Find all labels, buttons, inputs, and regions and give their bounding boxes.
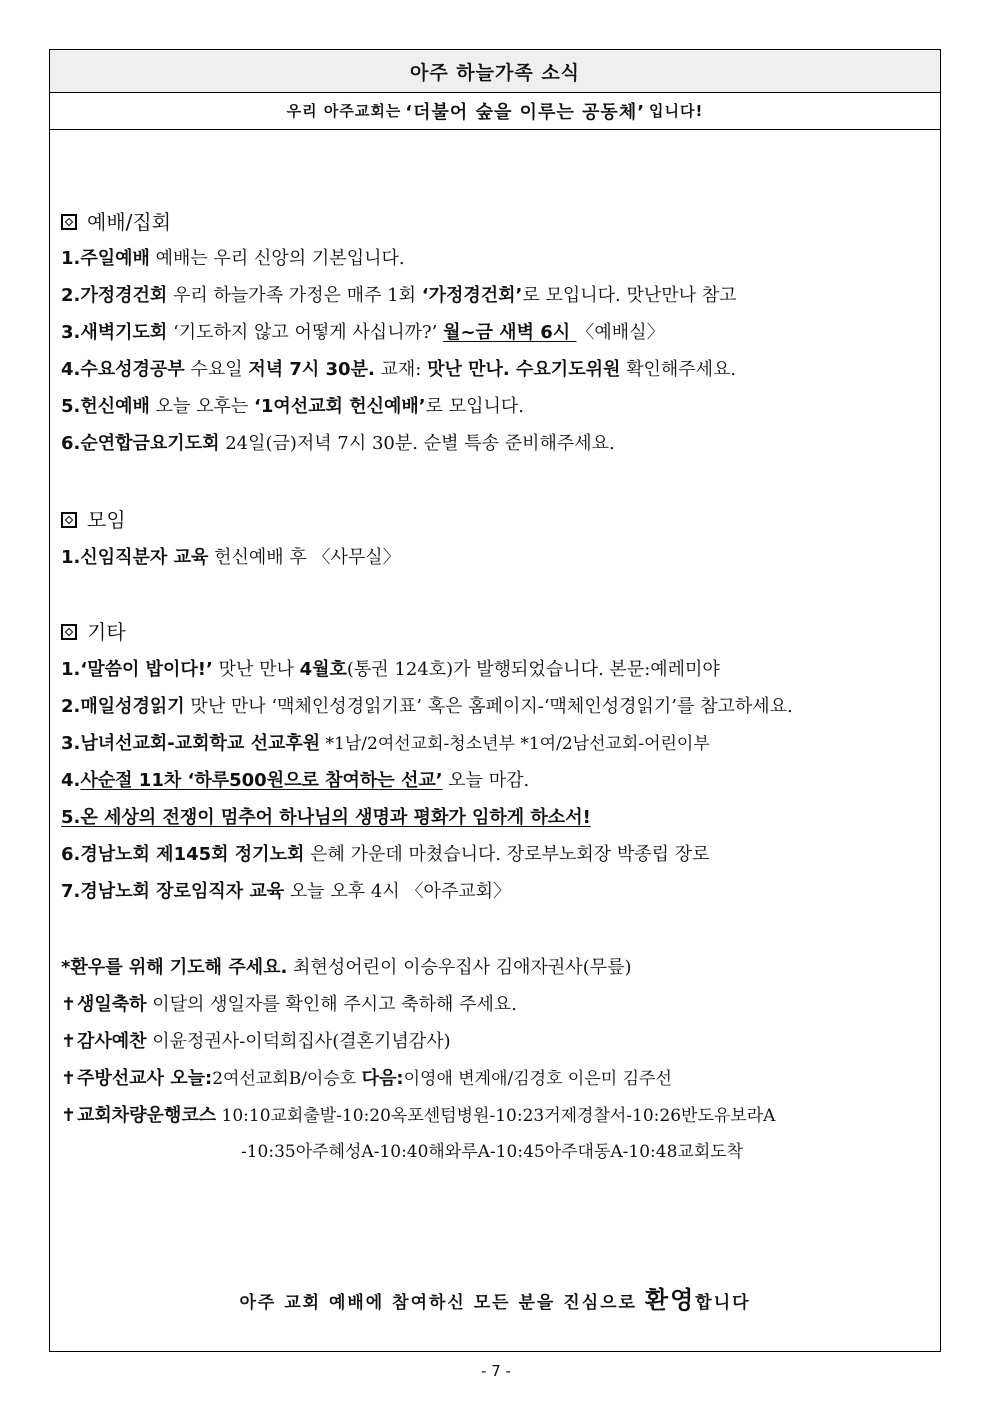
welcome-message: 아주 교회 예배에 참여하신 모든 분을 진심으로 환영합니다 bbox=[239, 1286, 751, 1314]
notice-kitchen: ✝주방선교사 오늘:2여선교회B/이승호 다음:이영애 변계애/김경호 이은미 김주선 bbox=[61, 1068, 672, 1089]
etc-item-3: 3.남녀선교회-교회학교 선교후원 *1남/2여선교회-청소년부 *1여/2남선교회-어린이부 bbox=[61, 733, 710, 754]
worship-item-3: 3.새벽기도회 ‘기도하지 않고 어떻게 사십니까?’ 월~금 새벽 6시 〈예배실〉 bbox=[61, 322, 665, 343]
worship-item-6: 6.순연합금요기도회 24일(금)저녁 7시 30분. 순별 특송 준비해주세요. bbox=[61, 433, 615, 454]
motto bbox=[50, 92, 940, 130]
bulletin-frame bbox=[49, 49, 941, 1352]
notice-bus: ✝교회차량운행코스 10:10교회출발-10:20옥포센텀병원-10:23거제경찰서-10:26반도유보라A bbox=[61, 1105, 776, 1126]
page-number: - 7 - bbox=[481, 1362, 511, 1380]
page-title: 아주 하늘가족 소식 bbox=[50, 50, 940, 93]
cross-icon: ✝ bbox=[61, 1105, 77, 1126]
notice-prayer: *환우를 위해 기도해 주세요. 최현성어린이 이승우집사 김애자권사(무릎) bbox=[61, 957, 632, 978]
notice-thanks: ✝감사예찬 이윤정권사-이덕희집사(결혼기념감사) bbox=[61, 1031, 451, 1052]
etc-item-1: 1.‘말씀이 밥이다!’ 맛난 만나 4월호(통권 124호)가 발행되었습니다. 본문:예레미야 bbox=[61, 659, 720, 680]
section-heading-etc: 기타 bbox=[61, 620, 126, 644]
section-heading-worship: 예배/집회 bbox=[61, 210, 171, 234]
etc-item-7: 7.경남노회 장로임직자 교육 오늘 오후 4시 〈아주교회〉 bbox=[61, 881, 512, 902]
etc-item-5: 5.온 세상의 전쟁이 멈추어 하나님의 생명과 평화가 임하게 하소서! bbox=[61, 807, 591, 828]
meeting-item-1: 1.신임직분자 교육 헌신예배 후 〈사무실〉 bbox=[61, 547, 401, 568]
etc-item-4: 4.사순절 11차 ‘하루500원으로 참여하는 선교’ 오늘 마감. bbox=[61, 770, 530, 791]
worship-item-5: 5.헌신예배 오늘 오후는 ‘1여선교회 헌신예배’로 모입니다. bbox=[61, 396, 524, 417]
motto-quote: ‘더불어 숲을 이루는 공동체’ bbox=[405, 101, 646, 123]
diamond-bullet-icon bbox=[61, 512, 77, 528]
cross-icon: ✝ bbox=[61, 1031, 77, 1052]
diamond-bullet-icon bbox=[61, 214, 77, 230]
etc-item-6: 6.경남노회 제145회 정기노회 은혜 가운데 마쳤습니다. 장로부노회장 박종립 장로 bbox=[61, 844, 710, 865]
notice-birthday: ✝생일축하 이달의 생일자를 확인해 주시고 축하해 주세요. bbox=[61, 994, 517, 1015]
cross-icon: ✝ bbox=[61, 1068, 77, 1089]
motto-post: 입니다! bbox=[649, 102, 704, 120]
cross-icon: ✝ bbox=[61, 994, 77, 1015]
motto-pre: 우리 아주교회는 bbox=[286, 102, 402, 120]
notice-bus-continued: -10:35아주혜성A-10:40해와루A-10:45아주대동A-10:48교회도착 bbox=[241, 1142, 744, 1162]
worship-item-1: 1.주일예배 예배는 우리 신앙의 기본입니다. bbox=[61, 248, 405, 269]
diamond-bullet-icon bbox=[61, 624, 77, 640]
etc-item-2: 2.매일성경읽기 맛난 만나 ‘맥체인성경읽기표’ 혹은 홈페이지-‘맥체인성경읽기’를 참고하세요. bbox=[61, 696, 793, 717]
section-heading-meeting: 모임 bbox=[61, 508, 126, 532]
worship-item-4: 4.수요성경공부 수요일 저녁 7시 30분. 교재: 맛난 만나. 수요기도위원 확인해주세요. bbox=[61, 359, 737, 380]
worship-item-2: 2.가정경건회 우리 하늘가족 가정은 매주 1회 ‘가정경건회’로 모입니다. 맛난만나 참고 bbox=[61, 285, 737, 306]
